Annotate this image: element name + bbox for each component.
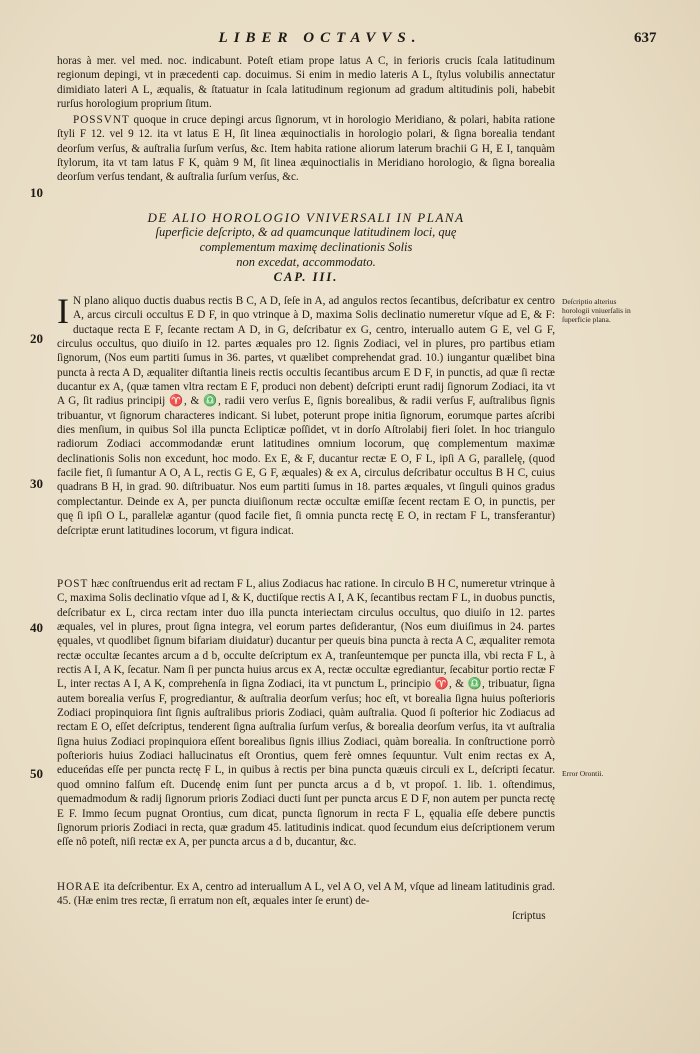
heading-line-4: non excedat, accommodato.	[236, 255, 376, 269]
margin-note-1: Deſcriptio alterius horologii vniuerſalis in ſuperficie plana.	[562, 297, 631, 324]
line-number-40: 40	[30, 620, 43, 635]
chapter-heading	[57, 210, 555, 285]
heading-line-1: DE ALIO HOROLOGIO VNIVERSALI IN PLANA	[147, 210, 465, 225]
catchword: ſcriptus	[512, 910, 546, 922]
page-number: 637	[634, 30, 657, 46]
drop-capital: I	[57, 291, 69, 331]
chapter-number: CAP. III.	[273, 270, 339, 284]
line-number-10: 10	[30, 185, 43, 200]
line-number-30: 30	[30, 476, 43, 491]
paragraph-1-text: horas à mer. vel med. noc. indicabunt. Poteſt etiam prope latus A C, in ferioris crucis ſcala latitudinum regionum depingi, vt in præcedenti cap. docuimus. Si enim in medio lateris A L, ſtylus volubilis annectatur dimidiato lateri A L, æqualis, & ſtatuatur in ſcala latitudinum regionum ad gradum altitudinis poli, habebit rurſus horologium proprium ſitum.	[57, 55, 555, 111]
paragraph-4	[57, 577, 555, 850]
paragraph-5	[57, 880, 555, 909]
line-number-20: 20	[30, 331, 43, 346]
running-title: LIBER OCTAVVS.	[218, 30, 422, 46]
line-number-50: 50	[30, 766, 43, 781]
paragraph-1	[57, 54, 555, 111]
paragraph-5-lead: HORAE	[57, 881, 101, 893]
paragraph-4-text: hæc conſtruendus erit ad rectam F L, alius Zodiacus hac ratione. In circulo B H C, numeretur vtrinque à C, maxima Solis declinatio vſque ad I, & K, ductiſque rectis A I, A K, ſecantibus rectam F L, in duobus punctis, deſcribatur ex L, circa rectam inter duo illa puncta interiectam circulus occultus, quo diuiſo in 12. partes æquales, vel in plures, prout ſigna integra, vel eorum partes deſiderantur, (Nos eum diuiſimus in 24. partes ęquales, vt quodlibet ſignum bifariam diuidatur) ducantur per queuis bina puncta à recta A C, æqualiter remota rectæ occultæ ſecantes arcum a d b, occulte deſcriptum ex A, tranſeuntemque per puncta illa, vbi recta F L, à rectis A I, A K, ſecatur. Nam ſi per puncta huius arcus ex A, rectæ occultæ egrediantur, ſecabitur portio rectæ F L, inter rectas A I, A K, comprehenſa in ſigna Zodiaci, ita vt punctum L, principio ♈, & ♎, tribuatur, ſigna autem borealia verſus F, progrediantur, & auſtralia deorſum verſus; hoc eſt, vt borealia ſigna huius poſterioris Zodiaci propinquiora ſint ſignis auſtralibus prioris Zodiaci, quàm auſtralia. Quod ſi poſterior hic Zodiacus ad rectam E O, eſſet deſcriptus, tenderent ſigna auſtralia ſurſum verſus, & borealia deorſum verſus, ita vt auſtralia ſigna huius Zodiaci propinquiora eſſent borealibus ſignis illius Zodiaci, quàm borealia. In conſtructione porrò poſterioris huius Zodiaci hallucinatus eſt Orontius, quem ferè omnes ſequuntur. Vult enim rectas ex A, educeńdas eſſe per puncta rectę F L, in quibus à rectis per bina puncta quæuis circuli ex L, deſcripti ſecatur. quod omnino falſum eſt. Ducendę enim ſunt per puncta arcus a d b, vt propoſ. 1. lib. 1. oſtendimus, quemadmodum & radij ſignorum prioris Zodiaci ducti ſunt per puncta arcus E D F, non autem per puncta rectę E F. Immo ſecum pugnat Orontius, cum dicat, puncta ſignorum in recta F L, ęqualia eſſe debere punctis ſignorum prioris Zodiaci in recta, quæ gradum 45. latitudinis indicat. quod ſecundum eius deſcriptionem verum eſſe nô poteſt, niſi rectæ ex A, per puncta arcus a d b, ducantur, &c.	[57, 578, 555, 849]
paragraph-2	[57, 113, 555, 185]
paragraph-4-lead: POST	[57, 578, 89, 590]
paragraph-2-lead: POSSVNT	[73, 114, 130, 126]
heading-line-2: ſuperficie deſcripto, & ad quamcunque latitudinem loci, quę	[155, 225, 457, 239]
paragraph-3	[57, 291, 555, 538]
paragraph-3-text: N plano aliquo ductis duabus rectis B C, A D, ſeſe in A, ad angulos rectos ſecantibus, deſcribatur ex centro A, arcus circuli occultus E D F, in quo vtrinque à D, maxima Solis declinatio numeretur vſque ad E, & F: ductaque recta E F, ſecante rectam A D, in G, deſcribatur ex G, centro, interuallo autem G E, vel G F, circulus occultus, quo diuiſo in 12. partes æquales pro 12. ſignis Zodiaci, vel in plures, pro partibus etiam ſignorum, (Nos eum partiti ſumus in 36. partes, vt quælibet comprehendat grad. 10.) iungantur quælibet bina puncta à recta A D, æqualiter diſtantia lineis rectis occultis ſecantibus arcum E D F, in punctis, ad quæ ſi rectæ ducantur ex A, (quæ tamen vltra rectam E F, produci non debent) deſcripti erunt radij ſignorum Zodiaci, ita vt A G, ſit radius principij ♈, & ♎, radii vero verſus E, ſignis borealibus, & radii verſus F, auſtralibus ſignis tribuantur, vt ſignorum characteres indicant. Si lubet, poterunt prope initia ſignorum, eorumque partes aſcribi dies menſium, in quibus Sol illa puncta Eclipticæ poſſidet, vt in dorſo Aſtrolabij fieri ſolet. In hoc triangulo radiorum Zodiaci accommodandæ erunt latitudines omnium locorum, quę complementum maximæ declinationis Solis non excedunt, hoc modo. Ex E, & F, ducantur rectæ E O, F L, ipſi A G, parallelę, (quod facile fiet, ſi ſumantur A O, A L, rectis G E, G F, æquales) & ex A, circulus deſcribatur occultus B H C, cuius quadrans B H, in grad. 90. diſtribuatur. Nos eum partiti ſumus in 18. partes æquales, vt ſinguli quinos gradus complectantur. Deinde ex A, per puncta diuiſionum rectæ occultæ emiſſæ ſecent rectam E O, in punctis, per quę ſi ipſi O L, parallelæ agantur (quod facile fiet, ſi omnia puncta rectę E O, in rectam F L, transferantur) deſcriptæ erunt latitudines locorum, vt figura indicat.	[57, 295, 555, 537]
paragraph-5-text: ita deſcribentur. Ex A, centro ad interuallum A L, vel A O, vel A M, vſque ad lineam latitudinis grad. 45. (Hæ enim tres rectæ, ſi erratum non eſt, æquales inter ſe erunt) de-	[57, 881, 555, 908]
margin-note-2: Error Orontii.	[562, 769, 604, 778]
heading-line-3: complementum maximę declinationis Solis	[199, 240, 413, 254]
paragraph-2-text: quoque in cruce depingi arcus ſignorum, vt in horologio Meridiano, & polari, habita ratione ſtyli F 12. vel 9 12. ita vt latus E H, ſit linea æquinoctialis in horologio polari, & ſigna borealia tendant deorſum verſus, & auſtralia ſurſum verſus, &c. Item habita ratione aliorum laterum brachii G H, E I, tanquàm ſtylorum, ita vt tam latus F K, quàm 9 M, ſit linea æquinoctialis in Meridiano horologio, & ſigna borealia deorſum verſus tendant, & auſtralia ſurſum verſus, &c.	[57, 114, 555, 184]
